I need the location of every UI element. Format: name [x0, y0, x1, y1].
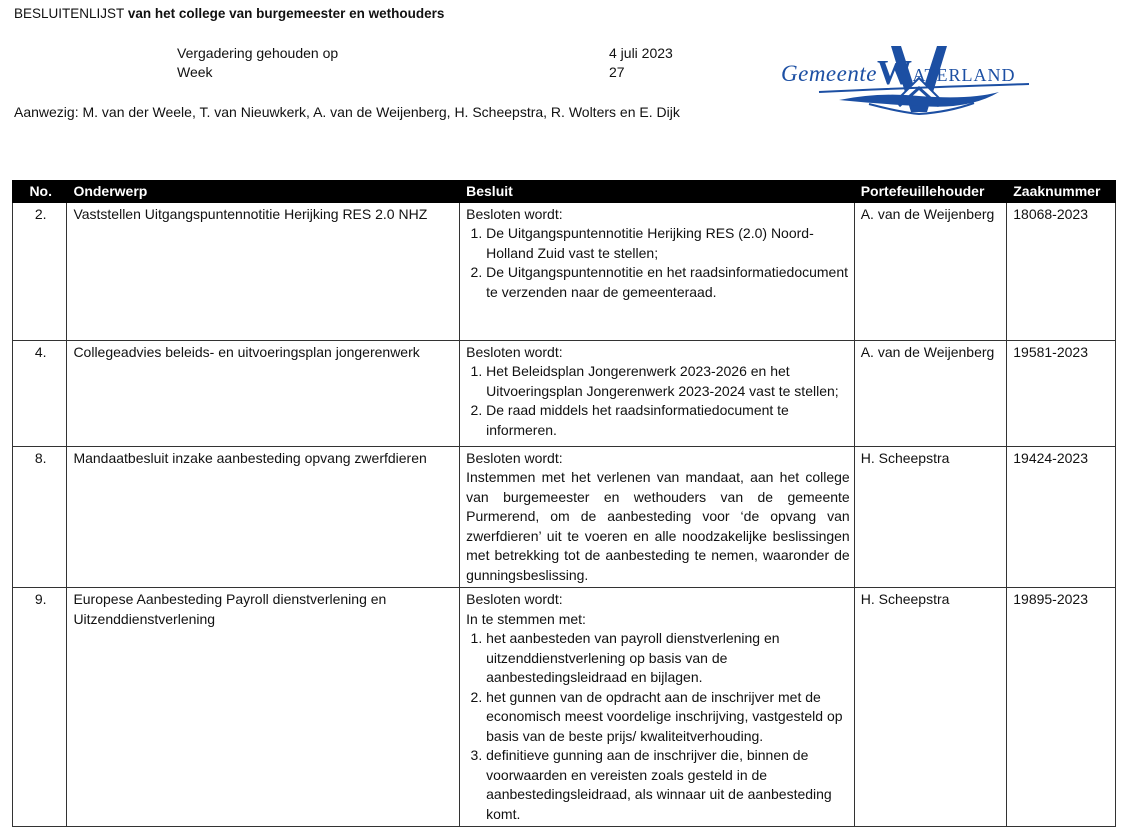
besluit-item: 1. De Uitgangspuntennotitie Herijking RES (2.0) Noord-Holland Zuid vast te stellen;: [486, 224, 850, 263]
decisions-table: [12, 180, 1116, 827]
besluit-sub: In te stemmen met:: [466, 610, 586, 627]
row-onderwerp: Vaststellen Uitgangspuntennotitie Herijking RES 2.0 NHZ: [67, 202, 460, 340]
row-besluit: [460, 202, 855, 340]
besluit-intro: Besloten wordt:: [466, 343, 563, 360]
row-zaaknummer: 19424-2023: [1007, 446, 1116, 588]
row-besluit: [460, 588, 855, 827]
table-row: [13, 340, 1116, 446]
row-portefeuillehouder: A. van de Weijenberg: [854, 202, 1007, 340]
week-label: Week: [177, 64, 213, 80]
besluit-item: 2. De Uitgangspuntennotitie en het raadsinformatiedocument te verzenden naar de gemeenteraad.: [486, 263, 850, 302]
gemeente-waterland-logo: [779, 40, 1041, 116]
row-portefeuillehouder: H. Scheepstra: [854, 446, 1007, 588]
row-portefeuillehouder: A. van de Weijenberg: [854, 340, 1007, 446]
table-row: [13, 446, 1116, 588]
meeting-label: Vergadering gehouden op: [177, 45, 339, 61]
table-row: [13, 588, 1116, 827]
row-besluit: [460, 340, 855, 446]
row-zaaknummer: 19895-2023: [1007, 588, 1116, 827]
week-value: 27: [609, 64, 625, 80]
besluit-intro: Besloten wordt:: [466, 449, 563, 466]
title-plain: BESLUITENLIJST: [14, 6, 125, 21]
row-no: 4.: [13, 340, 67, 446]
row-besluit: [460, 446, 855, 588]
title-bold: van het college van burgemeester en wethouders: [127, 6, 445, 21]
besluit-intro: Besloten wordt:: [466, 205, 563, 222]
besluit-item: 3. definitieve gunning aan de inschrijver die, binnen de voorwaarden en vereisten zoals gesteld in de aanbestedingsleidraad, als winnaar uit de aanbesteding komt.: [486, 746, 850, 824]
table-row: [13, 202, 1116, 340]
besluit-item: 2. De raad middels het raadsinformatiedocument te informeren.: [486, 401, 850, 440]
besluit-intro: Besloten wordt:: [466, 591, 563, 607]
row-portefeuillehouder: H. Scheepstra: [854, 588, 1007, 827]
col-header-besluit: Besluit: [460, 181, 855, 203]
row-zaaknummer: 19581-2023: [1007, 340, 1116, 446]
row-onderwerp: Europese Aanbesteding Payroll dienstverlening en Uitzenddienstverlening: [67, 588, 460, 827]
row-no: 2.: [13, 202, 67, 340]
col-header-zaaknummer: Zaaknummer: [1007, 181, 1116, 203]
col-header-onderwerp: Onderwerp: [67, 181, 460, 203]
logo-text: [781, 50, 1015, 90]
meeting-labels: [177, 44, 338, 82]
besluit-item: 2. het gunnen van de opdracht aan de inschrijver met de economisch meest voordelige inschrijving, vastgesteld op basis van de beste prijs/ kwaliteitverhouding.: [486, 688, 850, 747]
table-header-row: [13, 181, 1116, 203]
row-no: 9.: [13, 588, 67, 827]
logo-prefix: Gemeente: [781, 61, 877, 86]
document-title: [14, 6, 444, 21]
logo-rest: ATERLAND: [912, 65, 1016, 85]
row-onderwerp: Collegeadvies beleids- en uitvoeringsplan jongerenwerk: [67, 340, 460, 446]
row-onderwerp: Mandaatbesluit inzake aanbesteding opvang zwerfdieren: [67, 446, 460, 588]
besluit-item: 1. Het Beleidsplan Jongerenwerk 2023-2026 en het Uitvoeringsplan Jongerenwerk 2023-2024 vast te stellen;: [486, 362, 850, 401]
present-members: Aanwezig: M. van der Weele, T. van Nieuwkerk, A. van de Weijenberg, H. Scheepstra, R. Wolters en E. Dijk: [14, 104, 680, 120]
meeting-values: [609, 44, 673, 82]
row-no: 8.: [13, 446, 67, 588]
col-header-portefeuillehouder: Portefeuillehouder: [854, 181, 1007, 203]
row-zaaknummer: 18068-2023: [1007, 202, 1116, 340]
logo-w: W: [876, 53, 913, 92]
meeting-date: 4 juli 2023: [609, 45, 673, 61]
col-header-no: No.: [13, 181, 67, 203]
besluit-text: Instemmen met het verlenen van mandaat, aan het college van burgemeester en wethouders van de gemeente Purmerend, om de aanbesteding voor ‘de opvang van zwerfdieren’ uit te voeren en alle noodzakelijke beslissingen met betrekking tot de aanbesteding te nemen, waaronder de gunningsbeslissing.: [466, 469, 850, 583]
besluit-item: 1. het aanbesteden van payroll dienstverlening en uitzenddienstverlening op basis van de aanbestedingsleidraad en bijlagen.: [486, 629, 850, 688]
